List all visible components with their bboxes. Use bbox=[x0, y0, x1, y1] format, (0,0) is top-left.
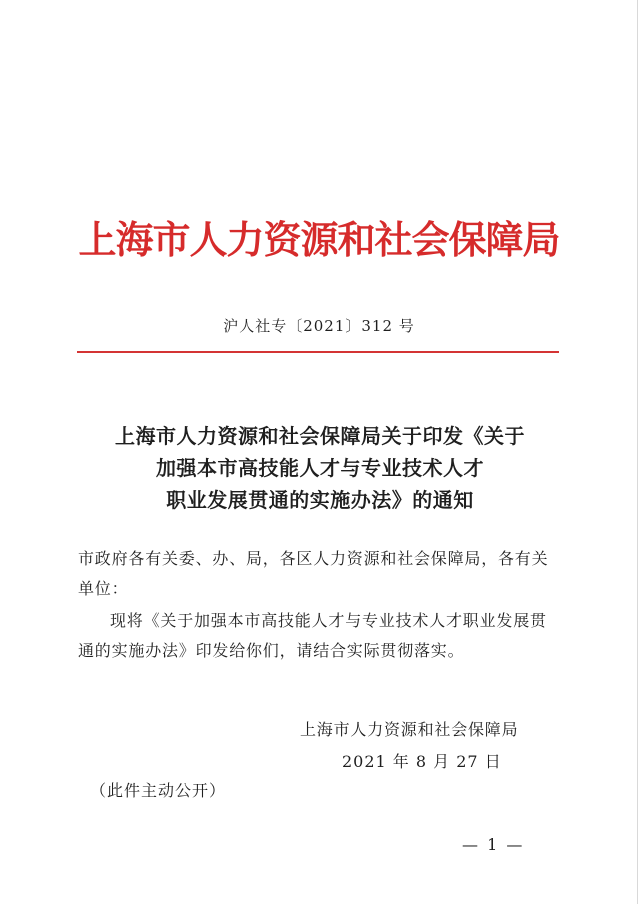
notice-title bbox=[70, 420, 570, 516]
salutation-line-1: 市政府各有关委、办、局，各区人力资源和社会保障局，各有关 bbox=[78, 549, 549, 568]
agency-header: 上海市人力资源和社会保障局 bbox=[78, 217, 560, 262]
title-line-2: 加强本市高技能人才与专业技术人才 bbox=[156, 456, 484, 480]
title-line-1: 上海市人力资源和社会保障局关于印发《关于 bbox=[115, 424, 525, 448]
issue-date: 2021 年 8 月 27 日 bbox=[342, 752, 502, 771]
page-number: — 1 — bbox=[462, 835, 525, 854]
issuing-agency-signature: 上海市人力资源和社会保障局 bbox=[300, 720, 519, 739]
body-paragraph-line-1: 现将《关于加强本市高技能人才与专业技术人才职业发展贯 bbox=[110, 611, 547, 630]
public-disclosure-note: （此件主动公开） bbox=[90, 781, 227, 800]
document-number: 沪人社专〔2021〕312 号 bbox=[223, 317, 415, 335]
red-divider-line bbox=[77, 351, 559, 353]
title-line-3: 职业发展贯通的实施办法》的通知 bbox=[166, 488, 474, 512]
body-paragraph-line-2: 通的实施办法》印发给你们，请结合实际贯彻落实。 bbox=[78, 641, 465, 660]
salutation-line-2: 单位： bbox=[78, 579, 129, 598]
